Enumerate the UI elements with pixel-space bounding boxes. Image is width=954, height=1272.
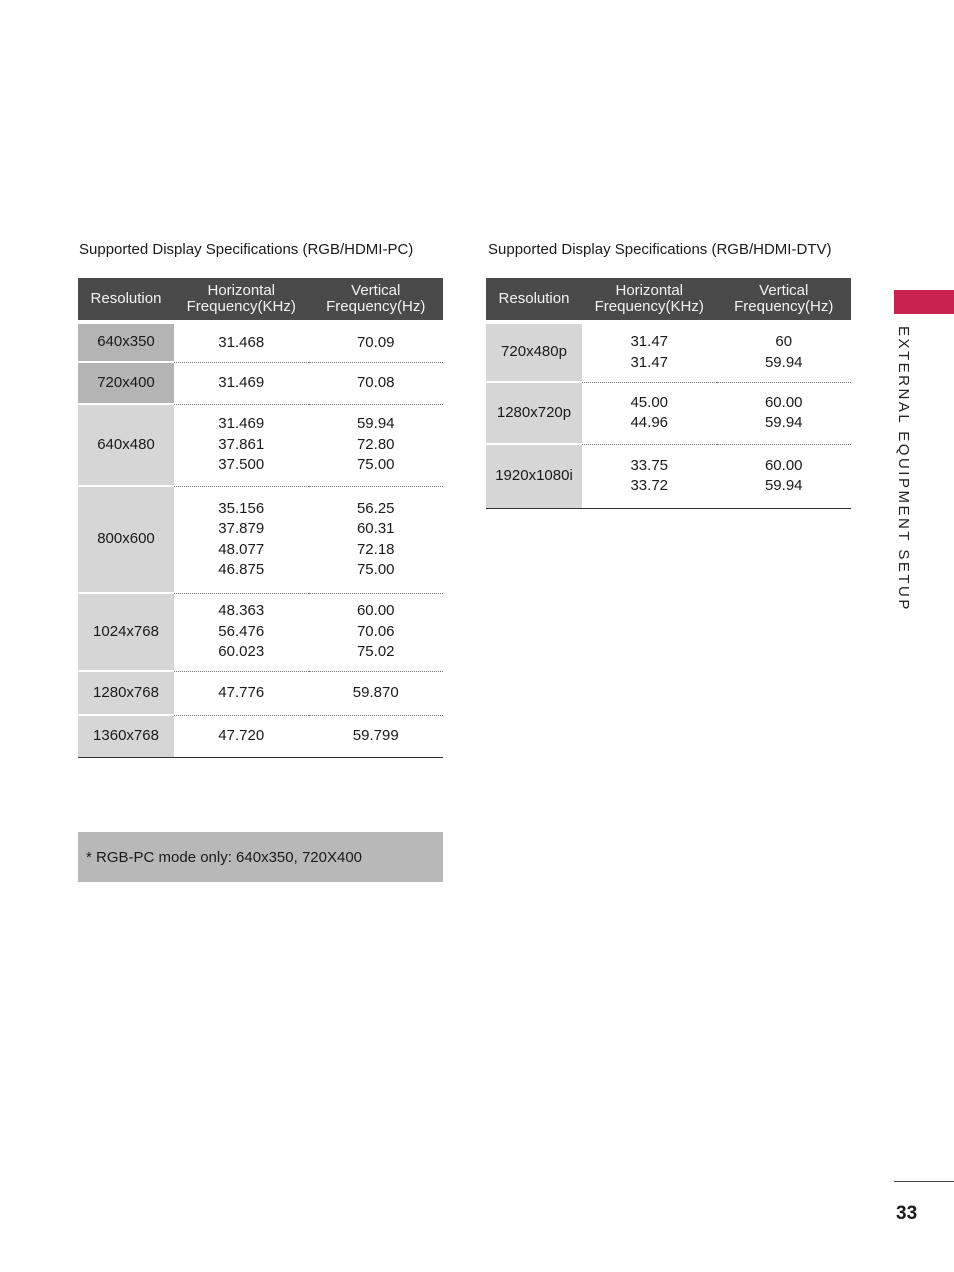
- resolution-cell: 640x350: [78, 324, 174, 362]
- dtv-table-title: Supported Display Specifications (RGB/HDMI-DTV): [488, 241, 832, 258]
- value: 31.469: [218, 373, 265, 391]
- header-line: Frequency(Hz): [734, 298, 834, 315]
- value: 59.870: [352, 683, 399, 701]
- value: 60: [775, 333, 793, 351]
- header-line: Vertical: [351, 282, 401, 299]
- resolution-cell: 800x600: [78, 486, 174, 593]
- value: 75.00: [356, 561, 395, 578]
- table-row: [78, 362, 443, 404]
- vertical-frequency-cell: [309, 486, 444, 593]
- header-line: Horizontal: [207, 282, 276, 299]
- vertical-frequency-cell: [717, 444, 852, 508]
- value: 44.96: [630, 414, 669, 431]
- header-line: Frequency(KHz): [594, 298, 704, 315]
- value: 60.00: [764, 456, 803, 474]
- resolution-cell: 720x480p: [486, 324, 582, 382]
- value: 37.861: [218, 435, 265, 453]
- horizontal-frequency-cell: [582, 382, 717, 444]
- vertical-frequency-cell: [309, 671, 444, 715]
- table-row: [78, 715, 443, 757]
- value: 31.469: [218, 415, 265, 433]
- value: 59.799: [352, 726, 399, 744]
- table-header-row: [486, 278, 851, 320]
- vertical-frequency-header: [309, 278, 444, 320]
- table-row: [78, 404, 443, 486]
- horizontal-frequency-cell: [174, 671, 309, 715]
- vertical-frequency-cell: [309, 404, 444, 486]
- table-row: [486, 382, 851, 444]
- value: 37.879: [218, 520, 265, 537]
- resolution-cell: 720x400: [78, 362, 174, 404]
- horizontal-frequency-cell: [174, 362, 309, 404]
- value: 70.08: [356, 373, 395, 391]
- resolution-header: Resolution: [78, 278, 174, 320]
- value: 60.00: [356, 602, 395, 620]
- vertical-frequency-cell: [309, 593, 444, 671]
- table-header-row: [78, 278, 443, 320]
- value: 46.875: [218, 561, 265, 578]
- note-text: * RGB-PC mode only: 640x350, 720X400: [86, 848, 362, 866]
- value: 60.023: [218, 643, 265, 661]
- value: 56.25: [356, 499, 395, 517]
- value: 35.156: [218, 499, 265, 517]
- value: 56.476: [218, 622, 265, 640]
- value: 33.72: [630, 477, 669, 494]
- horizontal-frequency-cell: [174, 486, 309, 593]
- header-line: Frequency(KHz): [186, 298, 296, 315]
- value: 48.077: [218, 540, 265, 558]
- value: 59.94: [764, 353, 803, 371]
- value: 59.94: [764, 477, 803, 494]
- resolution-cell: 1280x768: [78, 671, 174, 715]
- value: 47.720: [218, 726, 265, 744]
- value: 70.06: [356, 622, 395, 640]
- resolution-cell: 1280x720p: [486, 382, 582, 444]
- value: 72.80: [356, 435, 395, 453]
- table-row: [486, 444, 851, 508]
- value: 72.18: [356, 540, 395, 558]
- horizontal-frequency-cell: [174, 593, 309, 671]
- value: 60.00: [764, 393, 803, 411]
- value: 37.500: [218, 456, 265, 474]
- vertical-frequency-cell: [717, 324, 852, 382]
- value: 75.02: [356, 643, 395, 661]
- resolution-cell: 1024x768: [78, 593, 174, 671]
- value: 31.47: [630, 353, 669, 371]
- header-line: Frequency(Hz): [326, 298, 426, 315]
- table-row: [78, 671, 443, 715]
- value: 70.09: [356, 333, 395, 351]
- horizontal-frequency-cell: [174, 404, 309, 486]
- horizontal-frequency-header: [582, 278, 717, 320]
- section-side-label: EXTERNAL EQUIPMENT SETUP: [895, 326, 912, 612]
- resolution-cell: 640x480: [78, 404, 174, 486]
- horizontal-frequency-cell: [582, 324, 717, 382]
- value: 45.00: [630, 393, 669, 411]
- resolution-cell: 1920x1080i: [486, 444, 582, 508]
- table-row: [486, 324, 851, 382]
- header-line: Horizontal: [615, 282, 684, 299]
- vertical-frequency-cell: [309, 715, 444, 757]
- value: 48.363: [218, 602, 265, 620]
- resolution-cell: 1360x768: [78, 715, 174, 757]
- header-line: Vertical: [759, 282, 809, 299]
- pc-spec-table: [78, 278, 443, 758]
- value: 33.75: [630, 456, 669, 474]
- value: 31.47: [630, 333, 669, 351]
- horizontal-frequency-cell: [582, 444, 717, 508]
- rgb-pc-mode-note: [78, 832, 443, 882]
- dtv-spec-table: [486, 278, 851, 509]
- footer-divider: [894, 1181, 954, 1182]
- horizontal-frequency-header: [174, 278, 309, 320]
- vertical-frequency-header: [717, 278, 852, 320]
- table-row: [78, 593, 443, 671]
- value: 31.468: [218, 333, 265, 351]
- table-row: [78, 324, 443, 362]
- value: 59.94: [356, 415, 395, 433]
- value: 75.00: [356, 456, 395, 474]
- vertical-frequency-cell: [309, 362, 444, 404]
- pc-table-title: Supported Display Specifications (RGB/HDMI-PC): [79, 241, 414, 258]
- horizontal-frequency-cell: [174, 715, 309, 757]
- value: 60.31: [356, 520, 395, 537]
- page-number: 33: [896, 1203, 918, 1224]
- value: 47.776: [218, 683, 265, 701]
- section-tab-marker: [894, 290, 954, 314]
- table-row: [78, 486, 443, 593]
- vertical-frequency-cell: [309, 324, 444, 362]
- value: 59.94: [764, 414, 803, 431]
- resolution-header: Resolution: [486, 278, 582, 320]
- horizontal-frequency-cell: [174, 324, 309, 362]
- vertical-frequency-cell: [717, 382, 852, 444]
